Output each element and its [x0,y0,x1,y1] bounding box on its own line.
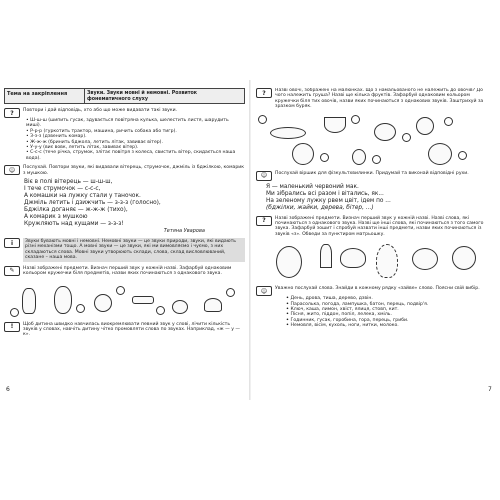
task-4 [4,266,245,277]
color-circle[interactable] [372,155,381,164]
poem [24,179,245,228]
poem-line: На зеленому лужку рвем цвіт, ідем по ... [266,197,391,204]
pineapple-picture [22,288,36,314]
list-item: • Ш-ш-ш (шипить гусак, здувається повітряна кулька, шелестить листя, шарудить миші). [26,118,245,129]
ear-icon: ☺ [4,165,20,175]
word-row: • Годинник, гусак, горобина, гора, перець, гриби. [286,318,494,323]
color-circle[interactable] [458,151,467,160]
matryoshka-picture [376,244,398,278]
header-topic-value: Звуки. Звуки мовні й немовні. Розвиток фонематичного слуху [87,91,198,102]
poem-author: Тетяна Уварова [163,228,205,235]
page-number-left: 6 [6,386,10,393]
task-r3 [256,216,494,238]
question-icon: ? [256,88,272,98]
list-item: • Ж-ж-ж (бринить бджола, летить літак, завиває вітер). [26,140,245,145]
color-circle[interactable] [156,306,165,315]
poem-line: Ми зібрались всі разом і вітались, як... [266,190,384,197]
task-1 [4,108,245,118]
task-r1-text: Назві овочі, зображені на малюнках. Що з намальованого не належить до овочів? До чого належить груша? Назві ще кілька фруктів. Зафарбуй однаковим кольором кружечки біля тих овочів, назви яких починаються з однакових звуків. Заштрихуй за зразком буряк. [275,88,484,110]
lesson-header [4,88,245,104]
task-r1 [256,88,494,110]
poem-line: Джміль летить і дзижчить — з-з-з (голосно), [24,200,161,207]
word-row: • Парасолька, погода, лампушка, батон, перець, подвір'я. [286,302,494,307]
task-1-text: Повтори і дай відповідь, хто або що може видавати такі звуки. [23,108,178,113]
bread-picture [204,298,222,312]
pepper-picture [324,117,346,133]
task-r4 [256,286,494,296]
cucumber-picture [270,127,306,139]
task-3 [4,238,245,262]
tyre-picture [276,246,302,278]
garlic-picture [416,117,434,135]
header-topic-label: Тема на закріплення [5,89,85,103]
color-circle[interactable] [320,153,329,162]
color-circle[interactable] [258,115,267,124]
left-page [4,88,245,398]
question-icon: ? [256,216,272,226]
color-circle[interactable] [402,133,411,142]
info-icon: i [4,238,20,248]
dog-picture [452,246,476,270]
parent-icon: ! [4,322,20,332]
poem-line: Бджілка доганяє — ж-ж-ж (тихо), [24,207,128,214]
word-row: • День, дрова, тиша, дерево, дзвін. [286,296,494,301]
right-page [256,88,494,398]
poem-line: Кружляють над кущами — з-з-з! [24,221,124,228]
color-circle[interactable] [116,286,125,295]
task-2-text: Послухай. Повтори звуки, які видавали вітерець, струмочок, джміль із бджілкою, комарик з мушкою. [23,165,245,176]
color-circle[interactable] [76,304,85,313]
task-2 [4,165,245,176]
poem-line: (бджілки, жайки, дерева, бітер, ...) [266,204,374,211]
pencil-icon: ✎ [4,266,20,276]
vegetables-pictures [256,113,494,167]
list-item: • У-у-у (виє вовк, летить літак, завиває вітер). [26,145,245,150]
word-rows [286,296,494,328]
question-icon: ? [4,108,20,118]
poem-line: І тече струмочок — с-с-с, [24,186,101,193]
parent-note-text: Щоб дитина швидко навчилась виокремлювати певний звук у слові, лічити кількість звуків у словах, навчіть дитину чітко промовляти слова по звуках. Наприклад, «ж — у — к». [23,321,240,338]
cabbage-picture [428,143,452,165]
page-number-right: 7 [488,386,492,393]
task-3-text: Звуки бувають мовні і немовні. Немовні звуки — це звуки природи, звуки, які видають різні механізми тощо. А мовні звуки — це звуки, які ми вимовляємо і чуємо, з них складаються слова. Мовні звуки утворюють склади, слова, склад висловлюваний, сказане – наша мова. [23,238,245,262]
plane-picture [132,296,154,304]
color-circle[interactable] [226,288,235,297]
task-r2 [256,171,494,181]
pear-picture [352,149,366,165]
objects-pictures [256,240,494,282]
task-r4-text: Уважно послухай слова. Знайди в кожному рядку «зайве» слово. Поясни свій вибір. [275,286,480,292]
bug-picture [172,300,188,314]
poem-line: Я — маленький червоний мак. [266,183,359,190]
list-item: • Р-р-р (гуркотить трактор, машина, ричить собака або тигр). [26,129,245,134]
ear-icon: ☺ [256,286,272,296]
beet-picture [292,143,314,165]
poem-r [266,184,494,212]
list-item: • С-с-с (тече річка, струмок, злітає повітря з колеса, свистить вітер, скидається наша вода). [26,150,245,161]
onion-picture [374,123,396,141]
parent-note [4,322,245,338]
ice-cream-picture [320,244,332,268]
color-circle[interactable] [444,117,453,126]
word-row: • Пісня, жито, піддон, попіл, лелека, хміль. [286,312,494,317]
task-r2-text: Послухай віршик для фізкультхвилинки. Придумай та виконай відповідні рухи. [275,170,469,176]
word-row: • Немовля, вісім, кухоль, ноги, нитки, молоко. [286,323,494,328]
task-4-text: Назві зображені предмети. Визнач перший звук у кожній назві. Зафарбуй однаковим кольором кружечки біля предметів, назви яких починаються з однакового звука. [23,265,232,277]
word-row: • Ключ, каша, лимон, хвіст, ялиця, стовп, кит. [286,307,494,312]
bird-picture [340,248,366,268]
color-circle[interactable] [10,308,19,317]
poem-line: А комашки на лужку стали у таночок. [24,193,141,200]
color-circle[interactable] [351,115,360,124]
ear-icon: ☺ [256,171,272,181]
doll-picture [54,286,72,314]
task-r3-text: Назві зображені предмети. Визнач перший звук у кожній назві. Назві слова, які починаються з однакового звука. Назві ще інші слова, які починаються з того самого звука. Зафарбуй зошит і спробуй назвати інші предмети, назви яких починаються із звуків «з». Обведи за пунктиром матрьошку. [275,215,484,237]
sound-list [26,118,245,161]
gutter [249,80,251,400]
poem-line: Віє в полі вітерець — ш-ш-ш, [24,179,113,186]
poem-line: А комарик з мушкою [24,214,88,221]
list-item: • З-з-з (дзвенить комар). [26,134,245,139]
rabbit-picture [94,294,112,312]
pictures-row [4,280,245,318]
turtle-picture [412,248,438,270]
